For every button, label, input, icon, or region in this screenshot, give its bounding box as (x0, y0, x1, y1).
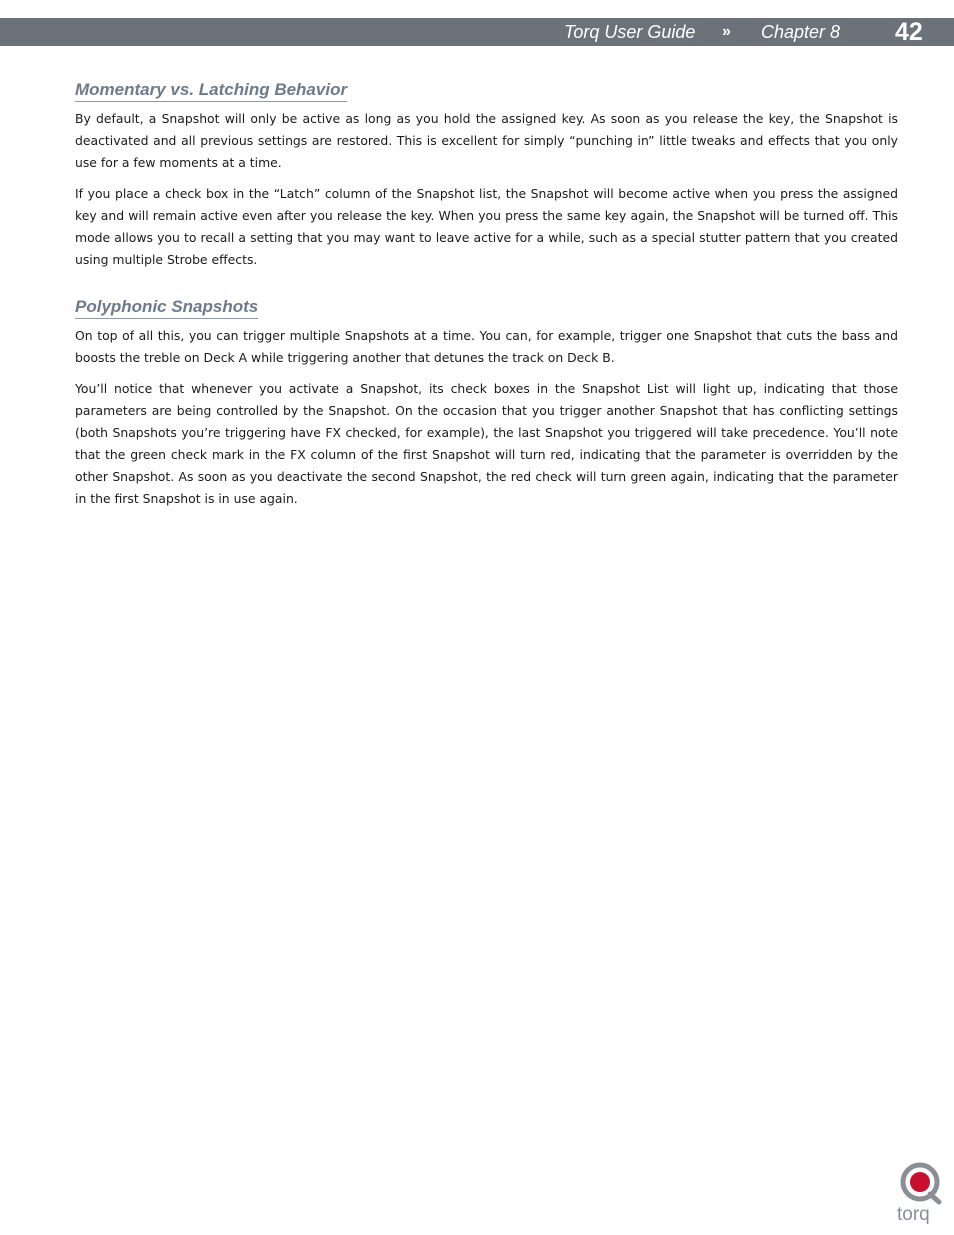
paragraph: By default, a Snapshot will only be active as long as you hold the assigned key. As soon as you release the key, the Snapshot is deactivated and all previous settings are restored. This is excellent for simply “punching in” little tweaks and effects that you only use for a few moments at a time. (75, 111, 898, 170)
logo-wordmark: torq (897, 1204, 930, 1224)
torq-logo-icon (896, 1160, 946, 1224)
chapter-label: Chapter 8 (761, 22, 841, 42)
breadcrumb-separator: » (722, 23, 731, 40)
logo-ring-tail (930, 1194, 939, 1202)
section-heading: Polyphonic Snapshots (75, 297, 258, 319)
paragraph: On top of all this, you can trigger multiple Snapshots at a time. You can, for example, trigger one Snapshot that cuts the bass and boosts the treble on Deck A while triggering another that detunes the track on Deck B. (75, 328, 898, 365)
logo-dot (910, 1172, 930, 1192)
section-heading: Momentary vs. Latching Behavior (75, 80, 347, 102)
section-momentary-latching (75, 80, 898, 271)
paragraph: If you place a check box in the “Latch” column of the Snapshot list, the Snapshot will become active when you press the assigned key and will remain active even after you release the key. When you press the same key again, the Snapshot will be turned off. This mode allows you to recall a setting that you may want to leave active for a while, such as a special stutter pattern that you created using multiple Strobe effects. (75, 186, 898, 267)
page-header (0, 18, 954, 46)
guide-title: Torq User Guide (564, 22, 696, 42)
page-content (75, 80, 898, 519)
page-number: 42 (895, 18, 923, 46)
paragraph: You’ll notice that whenever you activate a Snapshot, its check boxes in the Snapshot List will light up, indicating that those parameters are being controlled by the Snapshot. On the occasion that you trigger another Snapshot that has conflicting settings (both Snapshots you’re triggering have FX checked, for example), the last Snapshot you triggered will take precedence. You’ll note that the green check mark in the FX column of the first Snapshot will turn red, indicating that the parameter is overridden by the other Snapshot. As soon as you deactivate the second Snapshot, the red check will turn green again, indicating that the parameter in the first Snapshot is in use again. (75, 381, 898, 506)
section-polyphonic-snapshots (75, 297, 898, 510)
